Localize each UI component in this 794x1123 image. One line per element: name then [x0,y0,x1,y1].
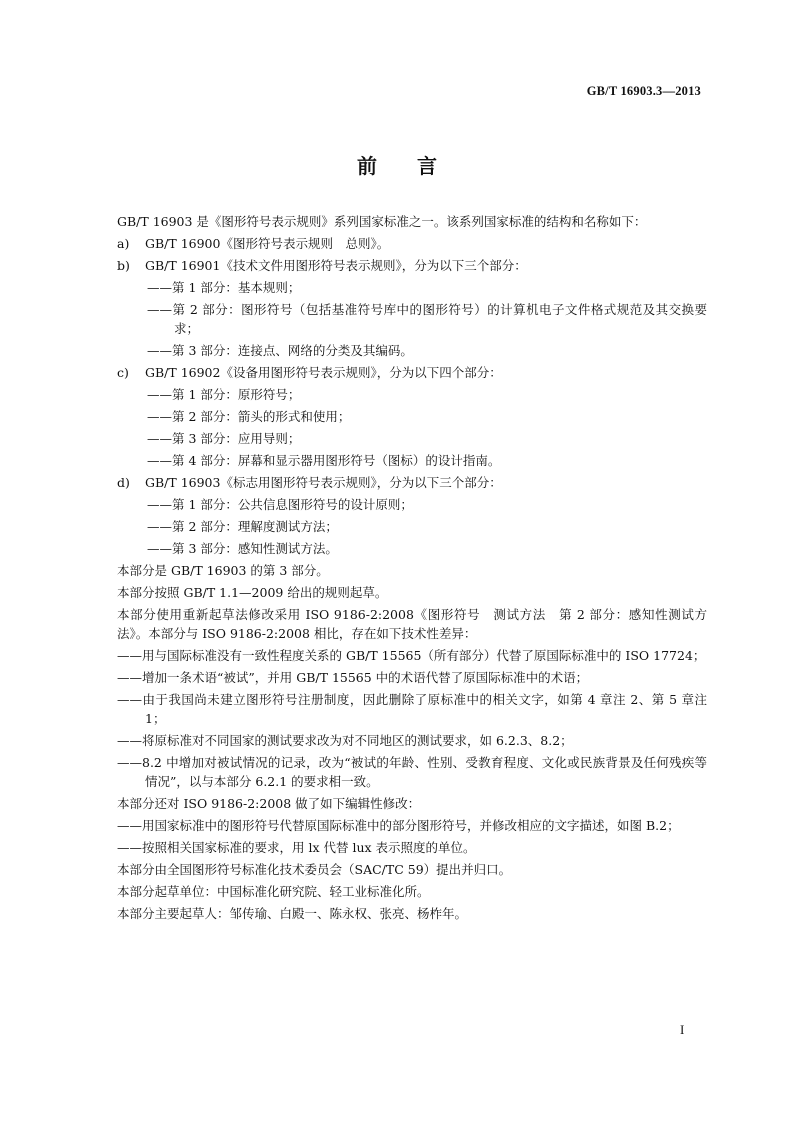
line-text: ——第 2 部分：图形符号（包括基准符号库中的图形符号）的计算机电子文件格式规范及其交换要求； [147,302,707,336]
line-text: ——第 3 部分：应用导则； [147,431,301,446]
line-text: ——由于我国尚未建立图形符号注册制度，因此删除了原标准中的相关文字，如第 4 章注 2、第 5 章注 1； [117,692,707,726]
line-text: ——第 1 部分：原形符号； [147,387,301,402]
dash-item [117,429,707,448]
list-item [117,234,707,253]
dash-item [117,517,707,536]
list-item [117,473,707,492]
line-text: 本部分是 GB/T 16903 的第 3 部分。 [117,563,329,578]
paragraph [117,561,707,580]
dash-item [117,539,707,558]
paragraph [117,904,707,923]
dash-item [117,495,707,514]
standard-number-header: GB/T 16903.3—2013 [586,84,701,98]
dash-item [117,838,707,857]
paragraph [117,882,707,901]
dash-item [117,690,707,728]
line-text: 本部分主要起草人：邹传瑜、白殿一、陈永权、张亮、杨柞年。 [117,906,468,921]
line-text: 本部分使用重新起草法修改采用 ISO 9186-2:2008《图形符号 测试方法 第 2 部分：感知性测试方法》。本部分与 ISO 9186-2:2008 相比，存在如下技术性差异： [117,607,707,641]
paragraph [117,605,707,643]
line-text: ——将原标准对不同国家的测试要求改为对不同地区的测试要求，如 6.2.3、8.2； [117,733,573,748]
line-text: ——第 2 部分：箭头的形式和使用； [147,409,351,424]
line-text: GB/T 16903 是《图形符号表示规则》系列国家标准之一。该系列国家标准的结构和名称如下： [117,214,647,229]
paragraph [117,212,707,231]
line-text: 本部分起草单位：中国标准化研究院、轻工业标准化所。 [117,884,430,899]
dash-item [117,278,707,297]
list-marker: a) [117,236,130,251]
foreword-body [117,212,707,926]
dash-item [117,385,707,404]
list-item [117,256,707,275]
paragraph [117,583,707,602]
list-marker: d) [117,475,130,490]
dash-item [117,753,707,791]
dash-item [117,668,707,687]
line-text: ——按照相关国家标准的要求，用 lx 代替 lux 表示照度的单位。 [117,840,476,855]
dash-item [117,341,707,360]
list-marker: b) [117,258,130,273]
page-title: 前言 [357,154,477,178]
page-number: I [680,1022,685,1037]
paragraph [117,794,707,813]
line-text: 本部分还对 ISO 9186-2:2008 做了如下编辑性修改： [117,796,421,811]
line-text: GB/T 16902《设备用图形符号表示规则》，分为以下四个部分： [145,365,502,380]
line-text: ——第 3 部分：连接点、网络的分类及其编码。 [147,343,413,358]
paragraph [117,860,707,879]
dash-item [117,451,707,470]
line-text: ——增加一条术语“被试”，并用 GB/T 15565 中的术语代替了原国际标准中的术语； [117,670,589,685]
line-text: GB/T 16901《技术文件用图形符号表示规则》，分为以下三个部分： [145,258,527,273]
dash-item [117,816,707,835]
dash-item [117,300,707,338]
line-text: ——第 1 部分：公共信息图形符号的设计原则； [147,497,413,512]
line-text: ——第 1 部分：基本规则； [147,280,301,295]
line-text: ——第 2 部分：理解度测试方法； [147,519,338,534]
line-text: ——第 4 部分：屏幕和显示器用图形符号（图标）的设计指南。 [147,453,501,468]
line-text: ——用与国际标准没有一致性程度关系的 GB/T 15565（所有部分）代替了原国际标准中的 ISO 17724； [117,648,706,663]
line-text: ——8.2 中增加对被试情况的记录，改为“被试的年龄、性别、受教育程度、文化或民族背景及任何残疾等情况”，以与本部分 6.2.1 的要求相一致。 [117,755,707,789]
line-text: ——第 3 部分：感知性测试方法。 [147,541,338,556]
line-text: GB/T 16903《标志用图形符号表示规则》，分为以下三个部分： [145,475,502,490]
dash-item [117,646,707,665]
list-marker: c) [117,365,129,380]
line-text: 本部分由全国图形符号标准化技术委员会（SAC/TC 59）提出并归口。 [117,862,512,877]
list-item [117,363,707,382]
line-text: GB/T 16900《图形符号表示规则 总则》。 [145,236,390,251]
dash-item [117,407,707,426]
line-text: ——用国家标准中的图形符号代替原国际标准中的部分图形符号，并修改相应的文字描述，如图 B.2； [117,818,680,833]
dash-item [117,731,707,750]
line-text: 本部分按照 GB/T 1.1—2009 给出的规则起草。 [117,585,388,600]
